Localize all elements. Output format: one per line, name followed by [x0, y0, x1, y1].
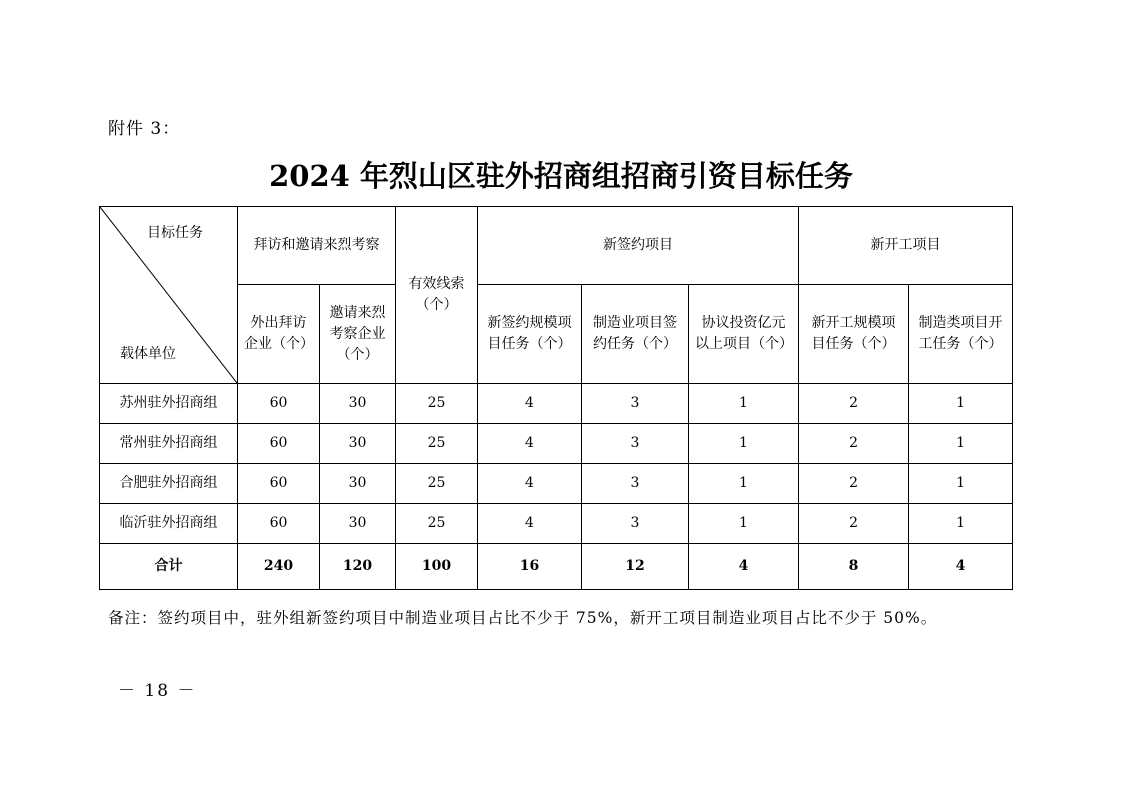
table-row: [100, 504, 1013, 544]
value-cell: 2: [799, 384, 909, 424]
value-cell: 4: [478, 384, 582, 424]
total-value-cell: 120: [320, 544, 396, 590]
value-cell: 4: [478, 504, 582, 544]
value-cell: 4: [478, 464, 582, 504]
column-header: 邀请来烈考察企业（个）: [320, 285, 396, 384]
value-cell: 1: [689, 504, 799, 544]
value-cell: 1: [909, 384, 1013, 424]
page-number: － 18 －: [118, 681, 197, 701]
total-value-cell: 4: [909, 544, 1013, 590]
column-header: 协议投资亿元以上项目（个）: [689, 285, 799, 384]
column-header: 制造类项目开工任务（个）: [909, 285, 1013, 384]
value-cell: 30: [320, 464, 396, 504]
unit-name-cell: 合肥驻外招商组: [100, 464, 238, 504]
value-cell: 2: [799, 464, 909, 504]
group-header-started: 新开工项目: [799, 207, 1013, 285]
value-cell: 3: [582, 424, 689, 464]
total-value-cell: 8: [799, 544, 909, 590]
value-cell: 30: [320, 384, 396, 424]
value-cell: 2: [799, 504, 909, 544]
value-cell: 60: [238, 384, 320, 424]
table-row: [100, 384, 1013, 424]
total-label-cell: 合计: [100, 544, 238, 590]
value-cell: 1: [689, 384, 799, 424]
value-cell: 3: [582, 464, 689, 504]
column-header: 新开工规模项目任务（个）: [799, 285, 909, 384]
value-cell: 25: [396, 504, 478, 544]
document-title: 2024 年烈山区驻外招商组招商引资目标任务: [269, 159, 853, 193]
table-row: [100, 464, 1013, 504]
value-cell: 1: [909, 464, 1013, 504]
group-header-leads: 有效线索（个）: [396, 207, 478, 384]
value-cell: 25: [396, 464, 478, 504]
value-cell: 60: [238, 504, 320, 544]
corner-header-cell: [100, 207, 238, 384]
value-cell: 60: [238, 424, 320, 464]
value-cell: 60: [238, 464, 320, 504]
value-cell: 1: [909, 424, 1013, 464]
column-header: 新签约规模项目任务（个）: [478, 285, 582, 384]
unit-name-cell: 苏州驻外招商组: [100, 384, 238, 424]
total-row: [100, 544, 1013, 590]
unit-name-cell: 常州驻外招商组: [100, 424, 238, 464]
unit-name-cell: 临沂驻外招商组: [100, 504, 238, 544]
value-cell: 30: [320, 424, 396, 464]
total-value-cell: 16: [478, 544, 582, 590]
target-task-table: [99, 206, 1013, 590]
value-cell: 1: [689, 424, 799, 464]
value-cell: 1: [909, 504, 1013, 544]
group-header-visit: 拜访和邀请来烈考察: [238, 207, 396, 285]
total-value-cell: 4: [689, 544, 799, 590]
value-cell: 3: [582, 504, 689, 544]
total-value-cell: 240: [238, 544, 320, 590]
corner-label-unit: 载体单位: [120, 346, 176, 362]
value-cell: 30: [320, 504, 396, 544]
header-row-1: [100, 207, 1013, 285]
value-cell: 25: [396, 384, 478, 424]
attachment-label: 附件 3：: [108, 119, 181, 139]
value-cell: 3: [582, 384, 689, 424]
total-value-cell: 12: [582, 544, 689, 590]
group-header-signed: 新签约项目: [478, 207, 799, 285]
column-header: 外出拜访企业（个）: [238, 285, 320, 384]
value-cell: 2: [799, 424, 909, 464]
value-cell: 4: [478, 424, 582, 464]
corner-label-target: 目标任务: [147, 225, 203, 241]
value-cell: 1: [689, 464, 799, 504]
total-value-cell: 100: [396, 544, 478, 590]
column-header: 制造业项目签约任务（个）: [582, 285, 689, 384]
table-row: [100, 424, 1013, 464]
table-footnote: 备注：签约项目中，驻外组新签约项目中制造业项目占比不少于 75%，新开工项目制造业项目占比不少于 50%。: [108, 609, 938, 627]
value-cell: 25: [396, 424, 478, 464]
